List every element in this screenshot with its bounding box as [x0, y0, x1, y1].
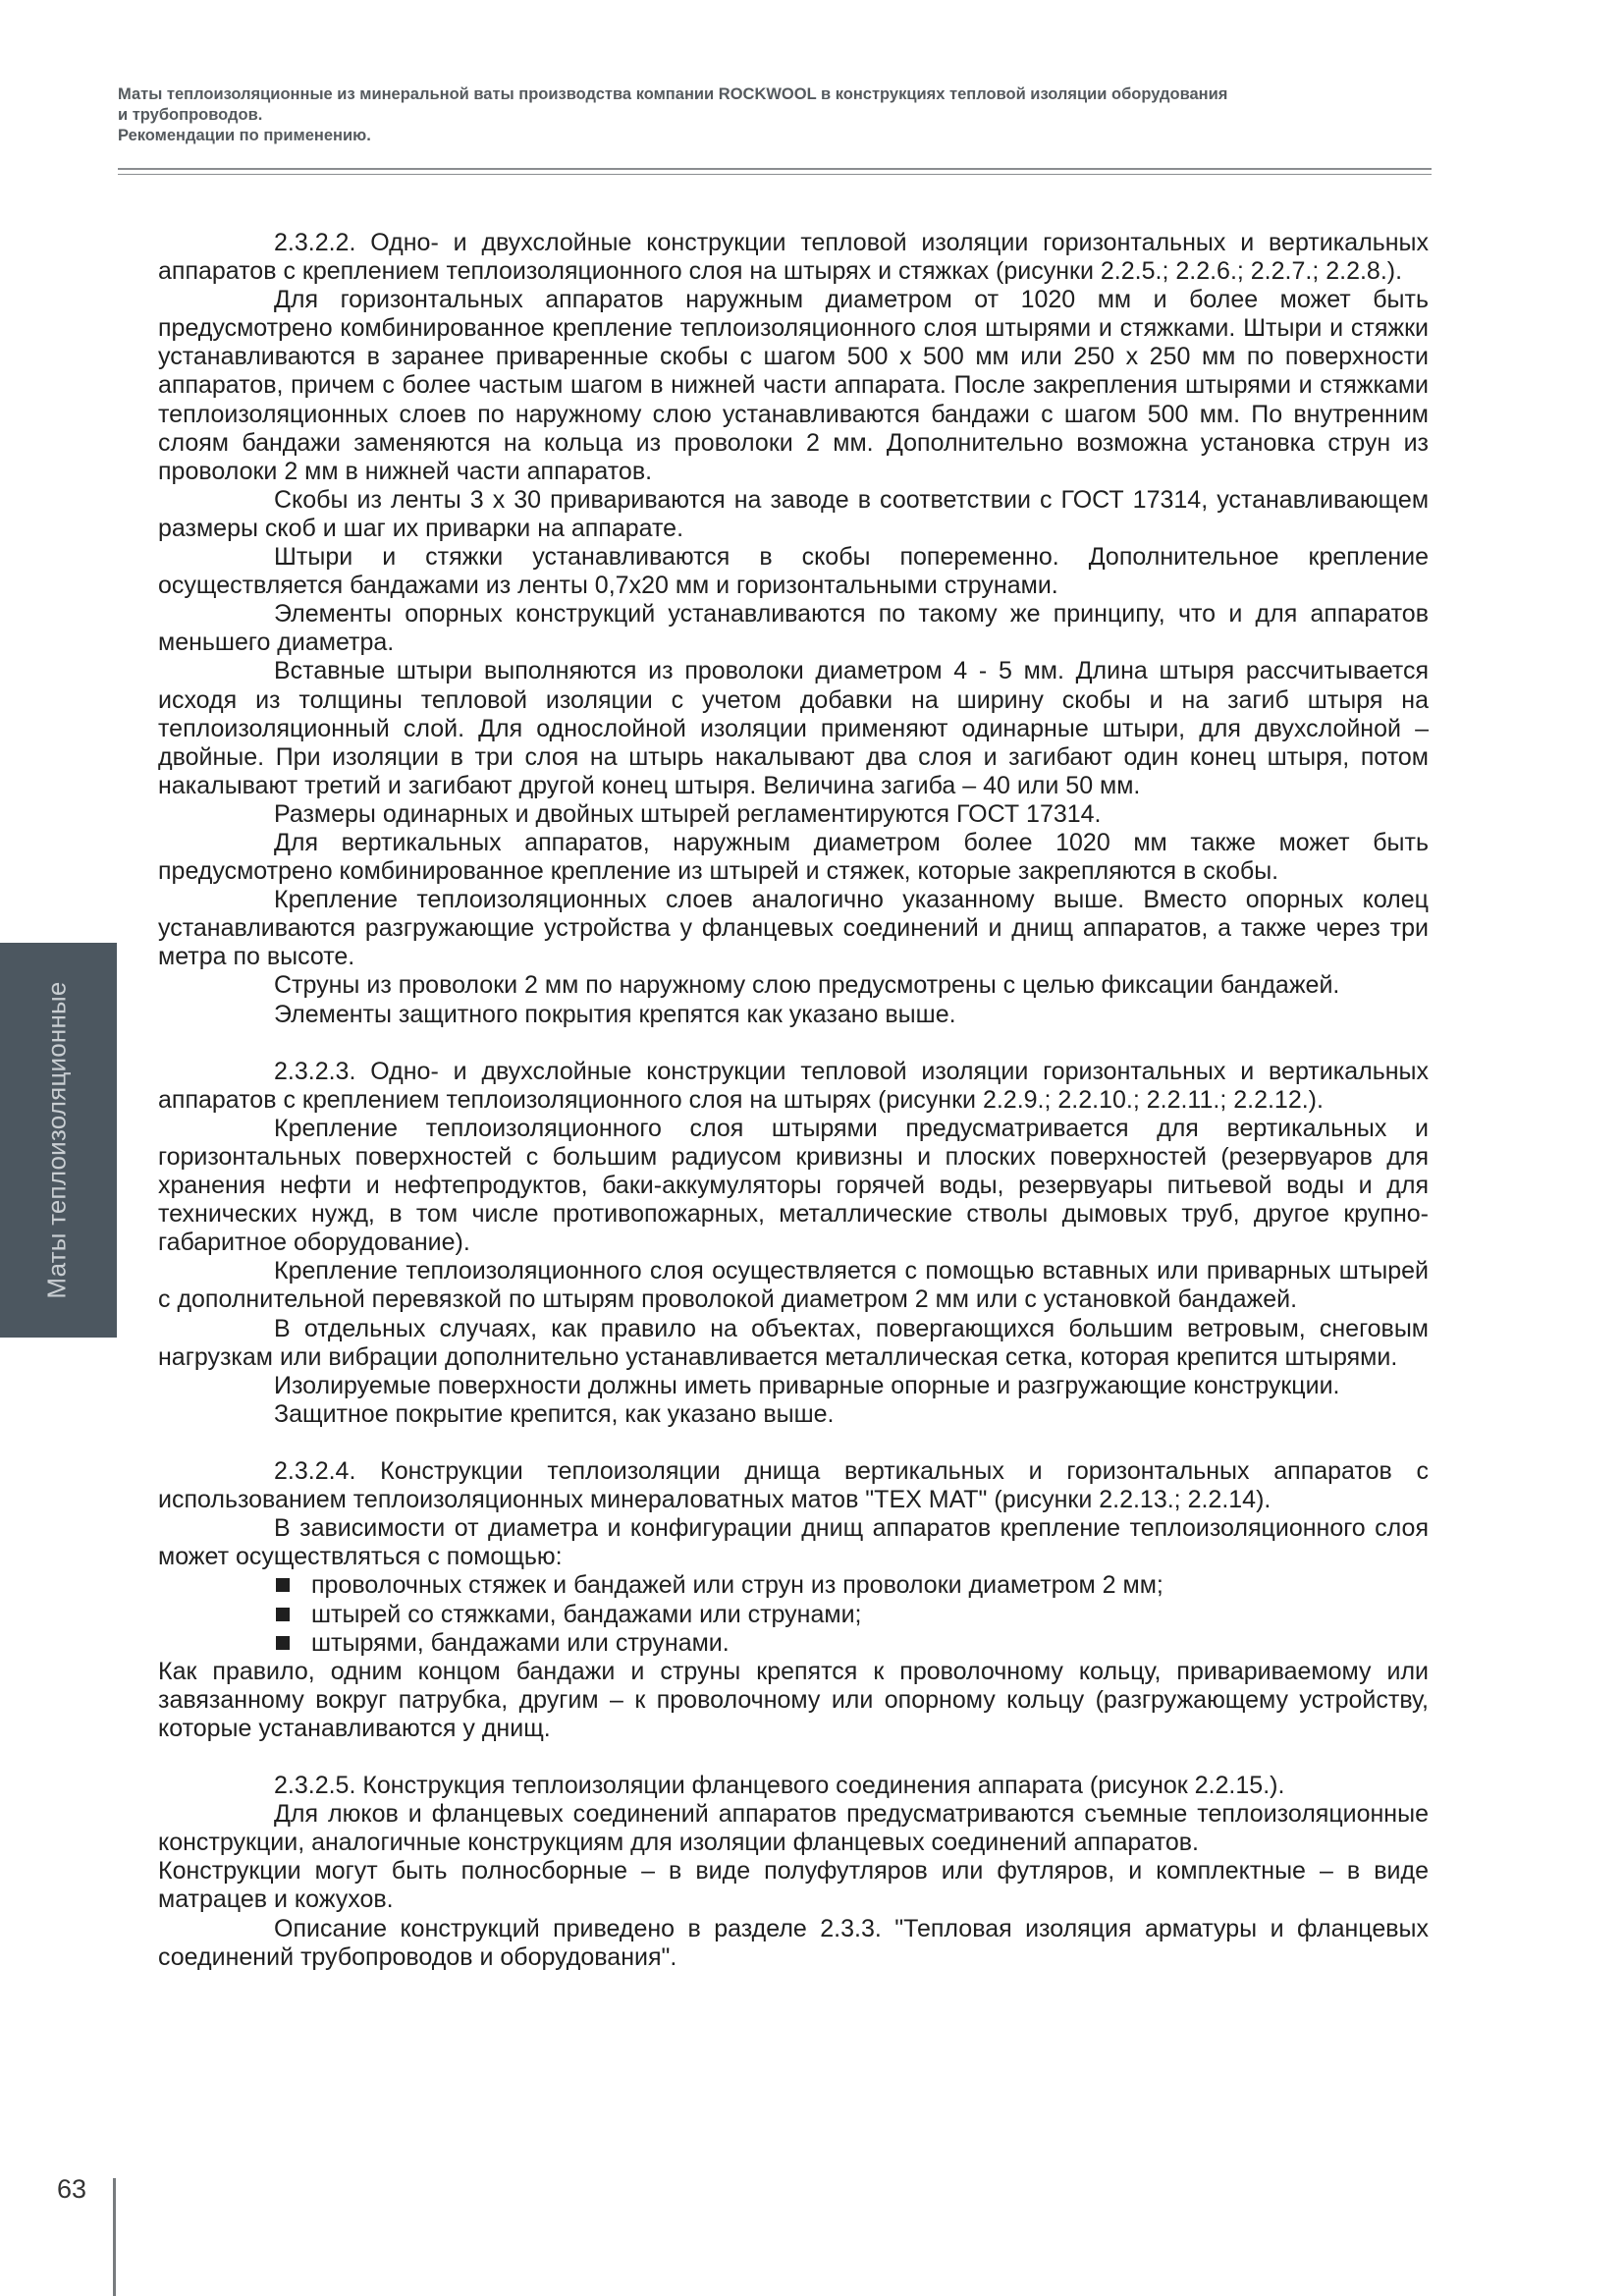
- paragraph: В отдельных случаях, как правило на объектах, повергающихся большим ветровым, снеговым нагрузкам или вибрации дополнительно устанавливается металлическая сетка, которая крепится штырями.: [158, 1314, 1429, 1371]
- header-subtitle: Рекомендации по применению.: [118, 127, 371, 144]
- list-item: [274, 1601, 1429, 1629]
- bullet-square-icon: [276, 1578, 290, 1592]
- list-item-text: штырей со стяжками, бандажами или струнами;: [311, 1600, 862, 1628]
- paragraph: Защитное покрытие крепится, как указано выше.: [274, 1399, 835, 1428]
- side-tab-label: Маты теплоизоляционные: [41, 981, 72, 1299]
- paragraph: Крепление теплоизоляционных слоев аналогично указанному выше. Вместо опорных колец устанавливаются разгружающие устройства у фланцевых соединений и днищ аппаратов, а также через три метра по высоте.: [158, 886, 1429, 971]
- section-heading-2-3-2-4: 2.3.2.4. Конструкции теплоизоляции днища вертикальных и горизонтальных аппаратов с использованием теплоизоляционных минераловатных матов "ТЕХ МАТ" (рисунки 2.2.13.; 2.2.14).: [158, 1457, 1429, 1514]
- document-body: [158, 229, 1429, 1972]
- header-title-line2: и трубопроводов.: [118, 106, 263, 124]
- page-number-rule: [113, 2178, 116, 2296]
- list-item-text: проволочных стяжек и бандажей или струн из проволоки диаметром 2 мм;: [311, 1571, 1163, 1600]
- paragraph: Крепление теплоизоляционного слоя штырями предусматривается для вертикальных и горизонтальных поверхностей с большим радиусом кривизны и плоских поверхностей (резервуаров для хранения нефти и нефтепродуктов, баки-аккумуляторы горячей воды, резервуары питьевой воды и для технических нужд, в том числе противопожарных, металлические стволы дымовых труб, другое крупно-габаритное оборудование).: [158, 1114, 1429, 1257]
- section-heading-2-3-2-5: 2.3.2.5. Конструкция теплоизоляции фланцевого соединения аппарата (рисунок 2.2.15.).: [274, 1772, 1285, 1800]
- section-heading-2-3-2-2: 2.3.2.2. Одно- и двухслойные конструкции тепловой изоляции горизонтальных и вертикальных аппаратов с креплением теплоизоляционного слоя на штырях и стяжках (рисунки 2.2.5.; 2.2.6.; 2.2.7.; 2.2.8.).: [158, 229, 1429, 286]
- paragraph: Для люков и фланцевых соединений аппаратов предусматриваются съемные теплоизоляционные конструкции, аналогичные конструкциям для изоляции фланцевых соединений аппаратов.: [158, 1800, 1429, 1857]
- page-number: 63: [57, 2174, 87, 2204]
- paragraph: Изолируемые поверхности должны иметь приварные опорные и разгружающие конструкции.: [274, 1371, 1340, 1399]
- paragraph: В зависимости от диаметра и конфигурации днищ аппаратов крепление теплоизоляционного слоя может осуществляться с помощью:: [158, 1514, 1429, 1571]
- paragraph: Штыри и стяжки устанавливаются в скобы попеременно. Дополнительное крепление осуществляется бандажами из ленты 0,7x20 мм и горизонтальными струнами.: [158, 543, 1429, 600]
- bullet-square-icon: [276, 1608, 290, 1621]
- paragraph: Элементы защитного покрытия крепятся как указано выше.: [274, 1000, 956, 1028]
- paragraph: Конструкции могут быть полносборные – в виде полуфутляров или футляров, и комплектные – в виде матрацев и кожухов.: [158, 1857, 1429, 1914]
- paragraph: Для горизонтальных аппаратов наружным диаметром от 1020 мм и более может быть предусмотрено комбинированное крепление теплоизоляционного слоя штырями и стяжками. Штыри и стяжки устанавливаются в заранее приваренные скобы с шагом 500 x 500 мм или 250 x 250 мм по поверхности аппаратов, причем с более частым шагом в нижней части аппарата. После закрепления штырями и стяжками теплоизоляционных слоев по наружному слою устанавливаются бандажи с шагом 500 мм. По внутренним слоям бандажи заменяются на кольца из проволоки 2 мм. Дополнительно возможна установка струн из проволоки 2 мм в нижней части аппаратов.: [158, 286, 1429, 485]
- page-header: [118, 84, 1434, 146]
- list-item: [274, 1571, 1429, 1600]
- list-item: [274, 1629, 1429, 1658]
- list-item-text: штырями, бандажами или струнами.: [311, 1628, 730, 1657]
- paragraph: Элементы опорных конструкций устанавливаются по такому же принципу, что и для аппаратов меньшего диаметра.: [158, 600, 1429, 657]
- paragraph: Вставные штыри выполняются из проволоки диаметром 4 - 5 мм. Длина штыря рассчитывается исходя из толщины тепловой изоляции с учетом добавки на ширину скобы и на загиб штыря на теплоизоляционный слой. Для однослойной изоляции применяют одинарные штыри, для двухслойной – двойные. При изоляции в три слоя на штырь накалывают два слоя и загибают один конец штыря, потом накалывают третий и загибают другой конец штыря. Величина загиба – 40 или 50 мм.: [158, 657, 1429, 799]
- bullet-square-icon: [276, 1636, 290, 1650]
- bullet-list: [158, 1571, 1429, 1657]
- paragraph: Для вертикальных аппаратов, наружным диаметром более 1020 мм также может быть предусмотрено комбинированное крепление из штырей и стяжек, которые закрепляются в скобы.: [158, 828, 1429, 886]
- paragraph: Как правило, одним концом бандажи и струны крепятся к проволочному кольцу, привариваемому или завязанному вокруг патрубка, другим – к проволочному или опорному кольцу (разгружающему устройству, которые устанавливаются у днищ.: [158, 1657, 1429, 1742]
- header-rule-bottom: [118, 174, 1432, 175]
- header-title-line1: Маты теплоизоляционные из минеральной ваты производства компании ROCKWOOL в конструкциях тепловой изоляции оборудования: [118, 85, 1228, 103]
- paragraph: Размеры одинарных и двойных штырей регламентируются ГОСТ 17314.: [274, 799, 1102, 828]
- paragraph: Скобы из ленты 3 x 30 привариваются на заводе в соответствии с ГОСТ 17314, устанавливающем размеры скоб и шаг их приварки на аппарате.: [158, 485, 1429, 542]
- paragraph: Струны из проволоки 2 мм по наружному слою предусмотрены с целью фиксации бандажей.: [274, 971, 1340, 1000]
- paragraph: Описание конструкций приведено в разделе 2.3.3. "Тепловая изоляция арматуры и фланцевых соединений трубопроводов и оборудования".: [158, 1914, 1429, 1971]
- section-heading-2-3-2-3: 2.3.2.3. Одно- и двухслойные конструкции тепловой изоляции горизонтальных и вертикальных аппаратов с креплением теплоизоляционного слоя на штырях (рисунки 2.2.9.; 2.2.10.; 2.2.11.; 2.2.12.).: [158, 1057, 1429, 1114]
- paragraph: Крепление теплоизоляционного слоя осуществляется с помощью вставных или приварных штырей с дополнительной перевязкой по штырям проволокой диаметром 2 мм или с установкой бандажей.: [158, 1257, 1429, 1314]
- header-rule-top: [118, 168, 1432, 170]
